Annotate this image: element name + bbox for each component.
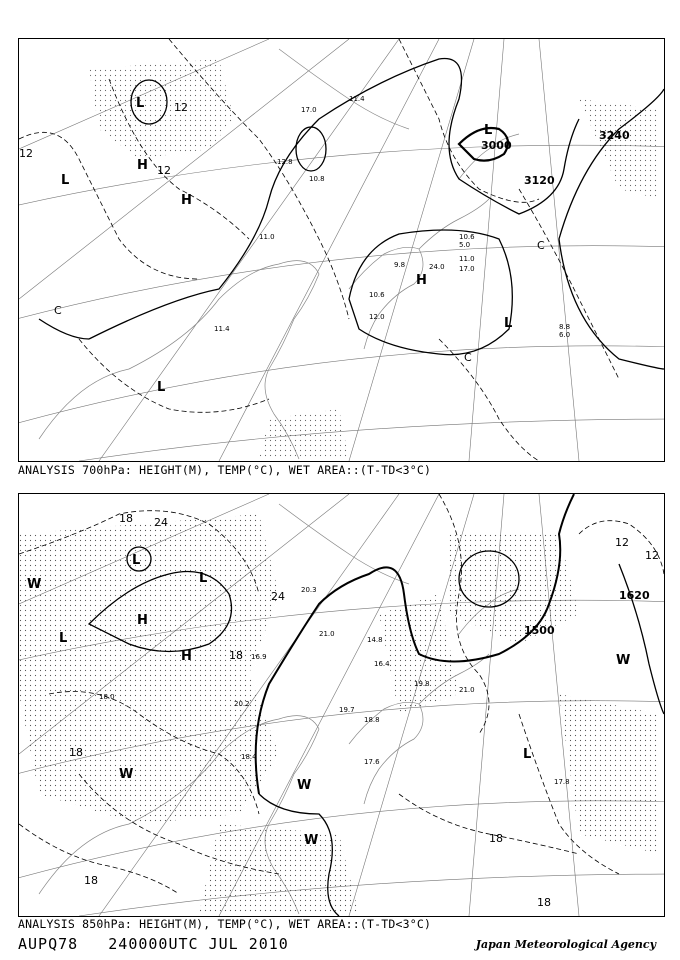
- temp-label: 18: [489, 832, 503, 845]
- low-pressure-symbol: L: [523, 747, 532, 762]
- agency-name: Japan Meteorological Agency: [475, 938, 656, 951]
- map-panel-700hpa: [18, 38, 665, 462]
- temp-label: 18: [119, 512, 133, 525]
- station-value: 14.8: [367, 636, 383, 644]
- station-value: 17.0: [459, 265, 475, 273]
- low-pressure-symbol: L: [61, 173, 70, 188]
- station-value: 21.0: [459, 686, 475, 694]
- station-values: [214, 95, 570, 339]
- station-value: 12.8: [277, 158, 293, 166]
- station-value: 18.8: [364, 716, 380, 724]
- map-panel-850hpa: [18, 493, 665, 917]
- temp-label: 18: [69, 746, 83, 759]
- height-label-3240: 3240: [599, 129, 630, 142]
- station-value: 6.0: [559, 331, 571, 339]
- caption-850hpa: ANALYSIS 850hPa: HEIGHT(M), TEMP(°C), WET AREA::(T-TD<3°C): [18, 917, 432, 931]
- temp-label: C: [464, 351, 472, 364]
- low-pressure-symbol: L: [199, 571, 208, 586]
- warm-symbol: W: [297, 778, 312, 793]
- station-value: 19.7: [339, 706, 355, 714]
- high-pressure-symbol: H: [137, 158, 148, 173]
- map-700hpa-svg: [19, 39, 664, 461]
- height-label-1500: 1500: [524, 624, 555, 637]
- station-value: 9.8: [394, 261, 406, 269]
- station-value: 11.0: [259, 233, 275, 241]
- station-value: 18.4: [241, 753, 257, 761]
- high-pressure-symbol: H: [137, 613, 148, 628]
- low-pressure-symbol: L: [132, 553, 141, 568]
- low-pressure-symbol: L: [136, 96, 145, 111]
- warm-symbol: W: [304, 833, 319, 848]
- station-value: 16.4: [374, 660, 390, 668]
- temp-label: 12: [174, 101, 188, 114]
- temp-label: 12: [615, 536, 629, 549]
- station-value: 10.6: [369, 291, 385, 299]
- height-label-3120: 3120: [524, 174, 555, 187]
- chart-code-and-time: AUPQ78 240000UTC JUL 2010: [18, 935, 289, 953]
- temp-label: 18: [229, 649, 243, 662]
- station-value: 17.6: [364, 758, 380, 766]
- high-pressure-symbol: H: [181, 193, 192, 208]
- temp-label: 24: [271, 590, 285, 603]
- station-value: 10.6: [459, 233, 475, 241]
- temp-label: 18: [537, 896, 551, 909]
- temp-label: C: [537, 239, 545, 252]
- station-value: 20.3: [301, 586, 317, 594]
- station-value: 24.0: [429, 263, 445, 271]
- warm-symbol: W: [27, 577, 42, 592]
- temp-label: C: [54, 304, 62, 317]
- low-pressure-symbol: L: [157, 380, 166, 395]
- station-value: 21.0: [319, 630, 335, 638]
- station-value: 12.0: [369, 313, 385, 321]
- low-pressure-symbol: L: [484, 123, 493, 138]
- low-pressure-symbol: L: [59, 631, 68, 646]
- temp-label: 24: [154, 516, 168, 529]
- temp-label: 12: [645, 549, 659, 562]
- station-value: 19.8: [414, 680, 430, 688]
- wet-area-dots: [89, 59, 659, 459]
- station-value: 18.0: [99, 693, 115, 701]
- map-850hpa-svg: [19, 494, 664, 916]
- height-label-3000: 3000: [481, 139, 512, 152]
- station-value: 10.8: [309, 175, 325, 183]
- high-pressure-symbol: H: [416, 273, 427, 288]
- caption-700hpa: ANALYSIS 700hPa: HEIGHT(M), TEMP(°C), WET AREA::(T-TD<3°C): [18, 463, 432, 477]
- station-value: 11.0: [459, 255, 475, 263]
- temp-label: 12: [157, 164, 171, 177]
- station-value: 17.8: [554, 778, 570, 786]
- station-value: 20.2: [234, 700, 250, 708]
- height-label-1620: 1620: [619, 589, 650, 602]
- temp-label: 12: [19, 147, 33, 160]
- low-pressure-symbol: L: [504, 316, 513, 331]
- station-value: 17.0: [301, 106, 317, 114]
- warm-symbol: W: [616, 653, 631, 668]
- station-value: 5.0: [459, 241, 471, 249]
- station-value: 11.4: [349, 95, 365, 103]
- station-value: 11.4: [214, 325, 230, 333]
- station-value: 8.8: [559, 323, 571, 331]
- temp-label: 18: [84, 874, 98, 887]
- high-pressure-symbol: H: [181, 649, 192, 664]
- station-value: 16.9: [251, 653, 267, 661]
- warm-symbol: W: [119, 767, 134, 782]
